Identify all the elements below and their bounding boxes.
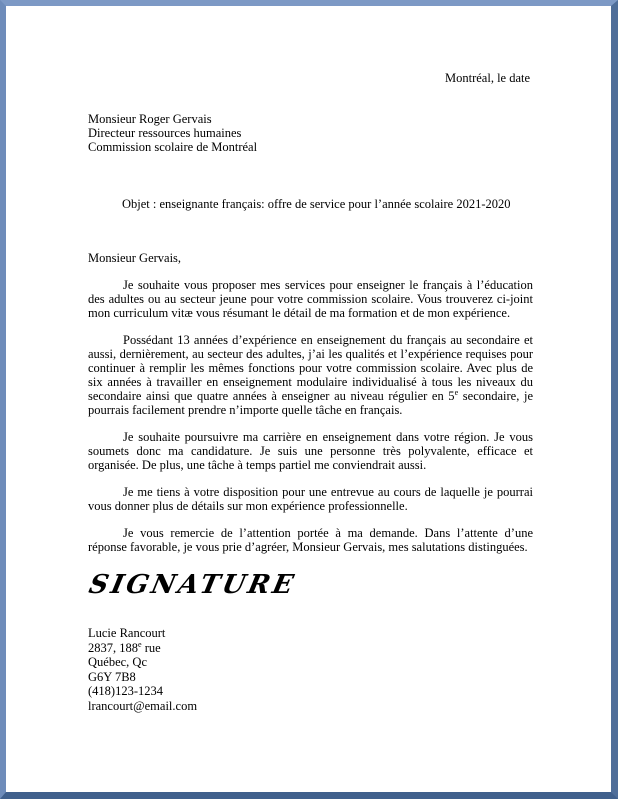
paragraph-4: Je me tiens à votre disposition pour une entrevue au cours de laquelle je pourrai vous donner plus de détails sur mon expérience professionnelle. (88, 485, 533, 513)
ordinal-superscript: e (454, 387, 459, 397)
paragraph-1: Je souhaite vous proposer mes services pour enseigner le français à l’éducation des adultes ou au secteur jeune pour votre commission scolaire. Vous trouverez ci-joint mon curriculum vitæ vous résumant le détail de ma formation et de mon expérience. (88, 278, 533, 320)
sender-name: Lucie Rancourt (88, 626, 166, 640)
sender-street-name: rue (141, 640, 161, 655)
paragraph-5: Je vous remercie de l’attention portée à ma demande. Dans l’attente d’une réponse favorable, je vous prie d’agréer, Monsieur Gervais, mes salutations distinguées. (88, 526, 533, 554)
recipient-block (88, 112, 533, 154)
recipient-title: Directeur ressources humaines (88, 126, 242, 140)
signature-text: SIGNATURE (86, 570, 299, 600)
street-ordinal-superscript: e (138, 639, 142, 649)
letter-content (6, 6, 611, 792)
sender-city: Québec, Qc (88, 655, 147, 669)
paragraph-3: Je souhaite poursuivre ma carrière en enseignement dans votre région. Je vous soumets donc ma candidature. Je suis une personne très polyvalente, efficace et organisée. De plus, une tâche à temps partiel me conviendrait aussi. (88, 430, 533, 472)
sender-postal-code: G6Y 7B8 (88, 669, 136, 684)
sender-phone: (418)123-1234 (88, 684, 163, 698)
sender-email: lrancourt@email.com (88, 698, 198, 713)
salutation: Monsieur Gervais, (88, 251, 182, 265)
recipient-name: Monsieur Roger Gervais (88, 112, 212, 126)
handwritten-signature (86, 570, 533, 614)
paragraph-2 (88, 333, 533, 417)
paragraph-2-text-after: secondaire, je pourrais facilement prendre n’importe quelle tâche en français. (88, 389, 533, 417)
subject-line: Objet : enseignante français: offre de service pour l’année scolaire 2021-2020 (122, 197, 511, 211)
paragraph-2-text-before: Possédant 13 années d’expérience en enseignement du français au secondaire et aussi, dernièrement, au secteur des adultes, j’ai les qualités et l’expérience requises pour continuer à remplir les mêmes fonctions pour votre commission scolaire. Avec plus de six années à travailler en enseignement modulaire individualisé à tous les niveaux du secondaire ainsi que quatre années à enseigner au niveau régulier en 5 (88, 333, 533, 403)
recipient-organization: Commission scolaire de Montréal (88, 140, 258, 154)
date-line: Montréal, le date (445, 71, 531, 85)
sender-block (88, 626, 533, 713)
sender-street-number: 2837, 188 (88, 640, 138, 655)
sender-street (88, 641, 533, 656)
